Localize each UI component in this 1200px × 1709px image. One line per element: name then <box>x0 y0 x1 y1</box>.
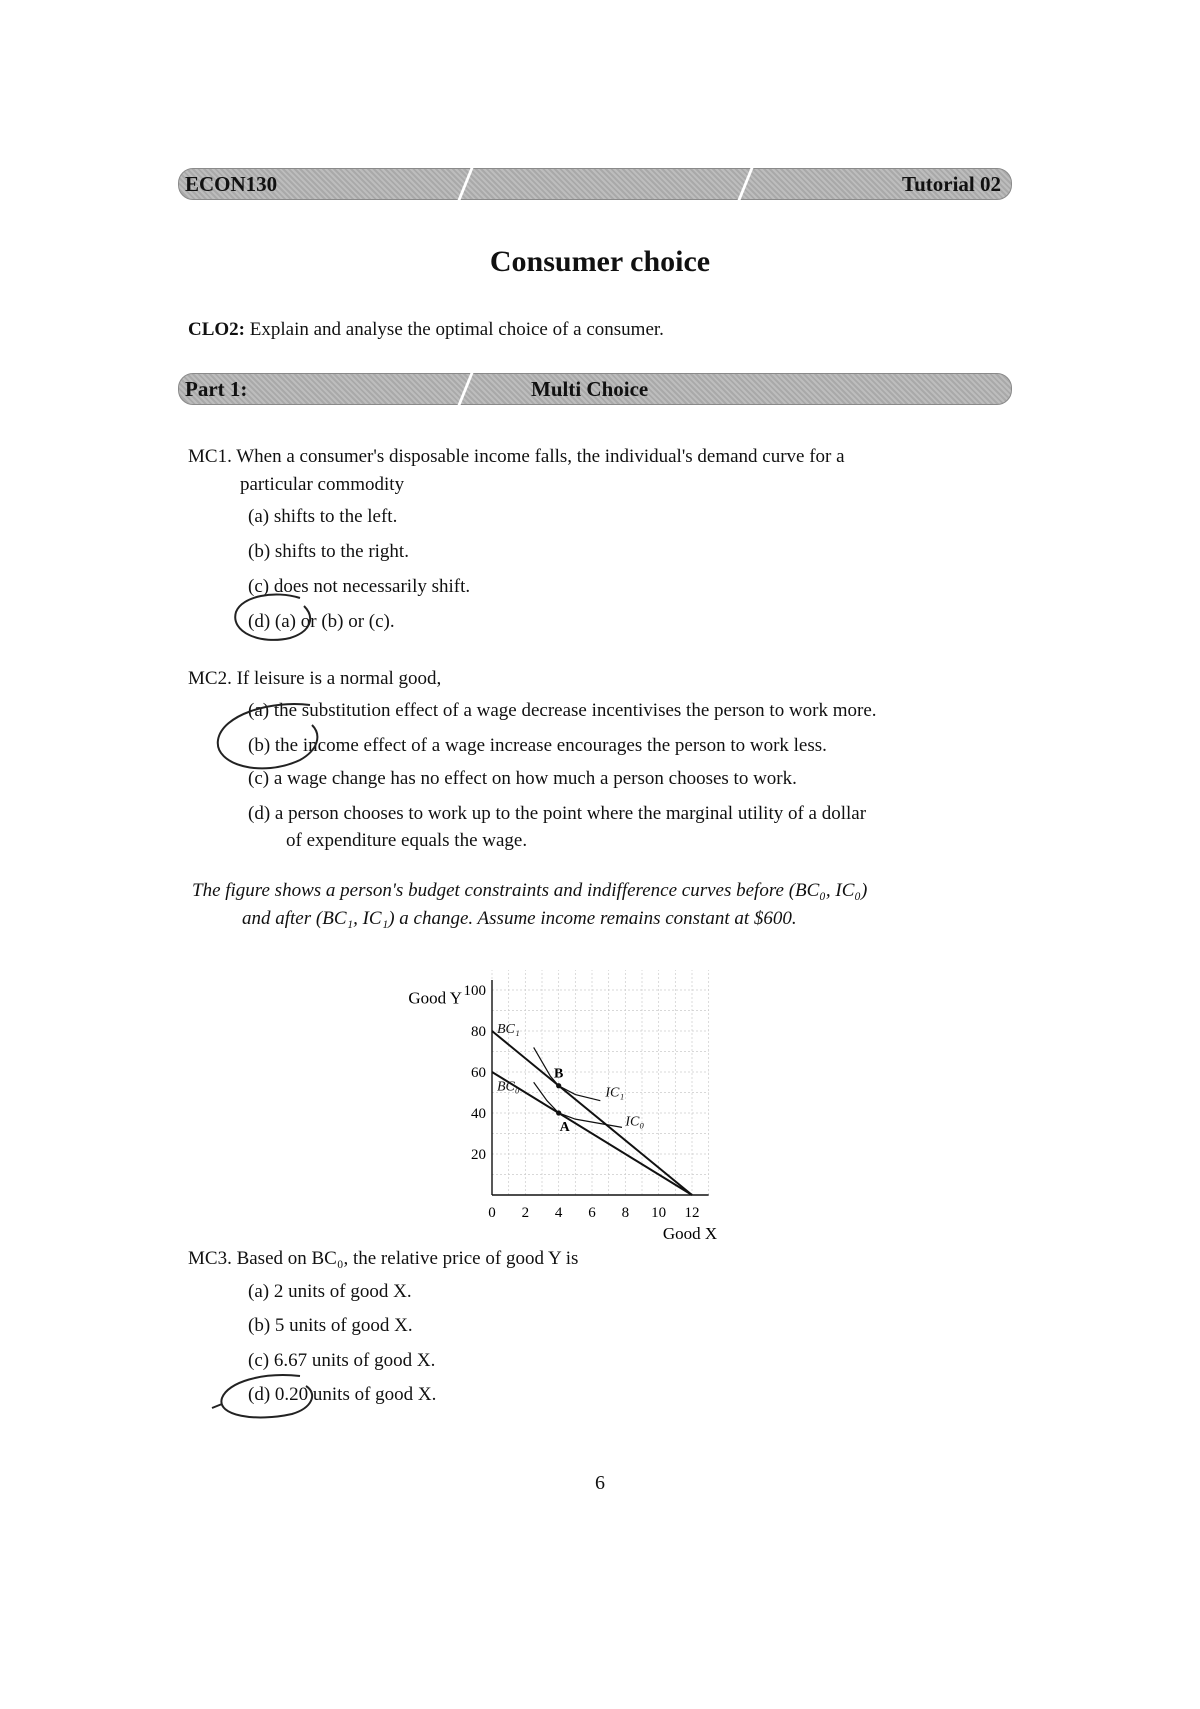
mc3-stem: MC3. Based on BC₀, the relative price of good Y is <box>188 1248 579 1269</box>
point-label: A <box>559 1120 570 1135</box>
mc2-option-b: (b) the income effect of a wage increase encourages the person to work less. <box>248 735 827 756</box>
series-label: IC₀ <box>625 1114 645 1130</box>
banner-divider <box>458 168 474 200</box>
x-tick-label: 4 <box>554 1205 563 1221</box>
y-tick-label: 100 <box>463 983 486 999</box>
chart-axes <box>492 980 709 1195</box>
course-code: ECON130 <box>185 172 278 196</box>
chart-grid <box>492 970 709 1195</box>
y-tick-label: 60 <box>471 1065 486 1081</box>
mc3-option-a: (a) 2 units of good X. <box>248 1281 412 1302</box>
part-name: Multi Choice <box>531 377 649 401</box>
mc2-stem: MC2. If leisure is a normal good, <box>188 668 442 689</box>
page-number: 6 <box>595 1472 605 1494</box>
x-tick-label: 8 <box>621 1205 630 1221</box>
clo-label: CLO2: <box>188 319 245 340</box>
point-B <box>556 1083 561 1088</box>
y-tick-label: 40 <box>471 1106 486 1122</box>
mc2-option-d-cont: of expenditure equals the wage. <box>286 830 528 851</box>
mc1-stem-cont: particular commodity <box>240 474 405 495</box>
mc1-option-b: (b) shifts to the right. <box>248 541 409 562</box>
mc1-option-a: (a) shifts to the left. <box>248 506 398 527</box>
mc3-option-b: (b) 5 units of good X. <box>248 1315 413 1336</box>
figure-caption-line2: and after (BC₁, IC₁) a change. Assume income remains constant at $600. <box>242 908 797 929</box>
y-tick-label: 80 <box>471 1024 486 1040</box>
y-tick-label: 20 <box>471 1147 486 1163</box>
figure-caption-line1: The figure shows a person's budget constraints and indifference curves before (BC₀, IC₀) <box>192 880 868 901</box>
mc2-option-d: (d) a person chooses to work up to the point where the marginal utility of a dollar <box>248 803 867 824</box>
point-A <box>556 1110 561 1115</box>
mc3-option-d: (d) 0.20 units of good X. <box>248 1384 437 1405</box>
series-label: IC₁ <box>605 1085 625 1101</box>
page-title: Consumer choice <box>489 245 711 278</box>
mc3-option-c: (c) 6.67 units of good X. <box>248 1350 436 1371</box>
mc1-option-d: (d) (a) or (b) or (c). <box>248 611 395 632</box>
x-tick-label: 10 <box>651 1205 667 1221</box>
part-label: Part 1: <box>185 377 248 401</box>
banner-divider <box>458 373 474 405</box>
series-label: BC₁ <box>497 1022 520 1038</box>
chart-labels <box>408 983 717 1243</box>
tutorial-label: Tutorial 02 <box>902 172 1001 196</box>
x-axis-label: Good X <box>662 1224 718 1243</box>
point-label: B <box>553 1066 564 1082</box>
mc2-option-a: (a) the substitution effect of a wage decrease incentivises the person to work more. <box>248 700 877 721</box>
banner-divider <box>738 168 754 200</box>
x-tick-label: 2 <box>521 1205 530 1221</box>
x-tick-label: 6 <box>588 1205 596 1221</box>
series-label: BC₀ <box>497 1079 520 1095</box>
budget-indifference-chart <box>390 950 800 1250</box>
clo-statement <box>188 319 664 341</box>
mc2-option-c: (c) a wage change has no effect on how much a person chooses to work. <box>248 768 797 789</box>
x-tick-label: 12 <box>684 1205 700 1221</box>
y-axis-label: Good Y <box>408 988 462 1008</box>
part-banner <box>178 373 1012 405</box>
mc1-option-c: (c) does not necessarily shift. <box>248 576 471 597</box>
mc1-stem: MC1. When a consumer's disposable income falls, the individual's demand curve for a <box>188 446 845 467</box>
header-banner <box>178 168 1012 200</box>
x-tick-label: 0 <box>488 1205 496 1221</box>
clo-text: Explain and analyse the optimal choice of a consumer. <box>249 319 664 340</box>
